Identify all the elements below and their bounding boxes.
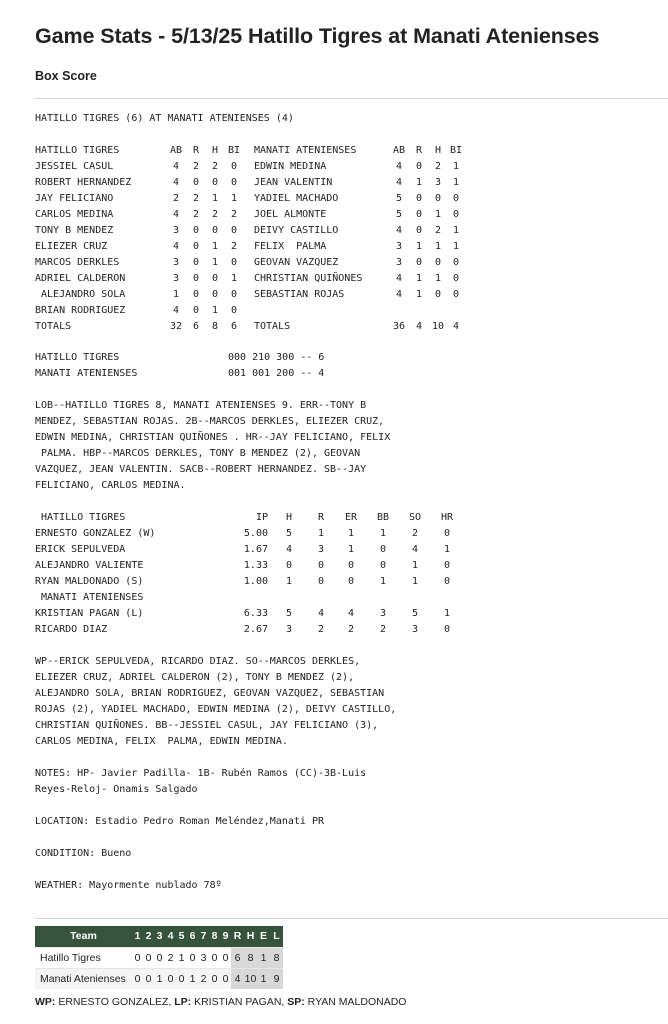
pitcher-name: ERICK SEPULVEDA [35, 544, 126, 555]
home-r: 0 [415, 193, 423, 204]
pitcher-hr: 0 [443, 560, 451, 571]
pitcher-so: 4 [411, 544, 419, 555]
away-ab: 3 [172, 273, 180, 284]
away-h: 2 [211, 161, 219, 172]
total-value: 6 [231, 947, 244, 968]
away-player-name: JESSIEL CASUL [35, 161, 114, 172]
away-bi: 1 [230, 193, 238, 204]
pitcher-ip: 1.67 [243, 544, 268, 555]
inning-runs: 1 [187, 968, 198, 989]
away-r: 0 [192, 225, 200, 236]
total-value: 8 [270, 947, 283, 968]
home-r: 0 [415, 257, 423, 268]
umpire-notes: NOTES: HP- Javier Padilla- 1B- Rubén Ramos (CC)-3B-Luis Reyes-Reloj- Onamis Salgado [35, 768, 367, 795]
away-h: 1 [211, 193, 219, 204]
divider-top [35, 98, 668, 99]
pitcher-r: 4 [317, 608, 325, 619]
inning-runs: 0 [209, 947, 220, 968]
away-ab: 32 [169, 321, 183, 332]
bi-header: BI [227, 145, 241, 156]
away-player-name: TOTALS [35, 321, 72, 332]
column-header: 7 [198, 926, 209, 947]
away-ab: 4 [172, 209, 180, 220]
pitcher-h: 3 [285, 624, 293, 635]
home-player-name: TOTALS [254, 321, 291, 332]
pitcher-ip: 6.33 [243, 608, 268, 619]
column-header: 6 [187, 926, 198, 947]
away-ab: 3 [172, 257, 180, 268]
home-player-name: DEIVY CASTILLO [254, 225, 339, 236]
pitcher-so: 3 [411, 624, 419, 635]
batting-row [35, 319, 475, 335]
pitcher-ip: 2.67 [243, 624, 268, 635]
away-bi: 0 [230, 225, 238, 236]
batting-row [35, 191, 475, 207]
inning-runs: 0 [220, 968, 231, 989]
away-player-name: MARCOS DERKLES [35, 257, 120, 268]
h-header: H [434, 145, 442, 156]
r-header: R [317, 512, 325, 523]
pitcher-bb: 0 [379, 560, 387, 571]
ip-header: IP [255, 512, 268, 523]
home-bi: 0 [452, 273, 460, 284]
home-player-name: EDWIN MEDINA [254, 161, 327, 172]
home-r: 0 [415, 209, 423, 220]
lp-value: KRISTIAN PAGAN, [191, 996, 288, 1008]
team-column-header: Team [35, 926, 132, 947]
home-ab: 3 [395, 241, 403, 252]
home-ab: 4 [395, 177, 403, 188]
home-h: 0 [434, 289, 442, 300]
pitcher-r: 0 [317, 560, 325, 571]
r-header: R [192, 145, 200, 156]
home-r: 1 [415, 289, 423, 300]
pitching-table [35, 510, 465, 638]
pitcher-name: KRISTIAN PAGAN (L) [35, 608, 144, 619]
away-r: 2 [192, 161, 200, 172]
divider-bottom [35, 918, 668, 919]
home-h: 1 [434, 209, 442, 220]
inning-runs: 3 [198, 947, 209, 968]
away-bi: 0 [230, 289, 238, 300]
away-r: 0 [192, 241, 200, 252]
sp-label: SP: [287, 996, 305, 1008]
away-h: 1 [211, 305, 219, 316]
section-subtitle: Box Score [35, 69, 97, 83]
pitching-row [35, 526, 465, 542]
away-player-name: ADRIEL CALDERON [35, 273, 126, 284]
pitcher-bb: 2 [379, 624, 387, 635]
column-header: 4 [165, 926, 176, 947]
home-bi: 4 [452, 321, 460, 332]
home-h: 1 [434, 273, 442, 284]
away-player-name: JAY FELICIANO [35, 193, 114, 204]
pitcher-h: 0 [285, 560, 293, 571]
home-bi: 1 [452, 225, 460, 236]
away-r: 0 [192, 289, 200, 300]
away-ab: 4 [172, 305, 180, 316]
batting-row [35, 303, 475, 319]
batting-row [35, 255, 475, 271]
home-team-header: MANATI ATENIENSES [254, 145, 357, 156]
batting-row [35, 207, 475, 223]
line-score-row [35, 350, 355, 366]
pitcher-er: 0 [347, 560, 355, 571]
home-ab: 4 [395, 225, 403, 236]
pitcher-so: 2 [411, 528, 419, 539]
er-header: ER [344, 512, 358, 523]
total-value: 10 [244, 968, 257, 989]
pitcher-hr: 0 [443, 576, 451, 587]
sp-value: RYAN MALDONADO [304, 996, 407, 1008]
home-bi: 0 [452, 209, 460, 220]
home-bi: 0 [452, 257, 460, 268]
away-r: 6 [192, 321, 200, 332]
column-header: H [244, 926, 257, 947]
total-value: 1 [257, 947, 270, 968]
pitcher-h: 5 [285, 608, 293, 619]
home-player-name: SEBASTIAN ROJAS [254, 289, 345, 300]
pitcher-so: 1 [411, 576, 419, 587]
lp-label: LP: [174, 996, 192, 1008]
home-player-name: JEAN VALENTIN [254, 177, 333, 188]
pitcher-er: 2 [347, 624, 355, 635]
home-player-name: GEOVAN VAZQUEZ [254, 257, 339, 268]
inning-runs: 2 [165, 947, 176, 968]
away-ab: 1 [172, 289, 180, 300]
pitcher-name: RYAN MALDONADO (S) [35, 576, 144, 587]
home-bi: 1 [452, 177, 460, 188]
column-header: 8 [209, 926, 220, 947]
away-team-header: HATILLO TIGRES [35, 145, 120, 156]
home-h: 1 [434, 241, 442, 252]
inning-runs: 0 [209, 968, 220, 989]
batting-row [35, 159, 475, 175]
pitcher-name: ERNESTO GONZALEZ (W) [35, 528, 156, 539]
line-score-team: MANATI ATENIENSES [35, 368, 138, 379]
pitcher-bb: 1 [379, 576, 387, 587]
away-ab: 2 [172, 193, 180, 204]
pitching-row [35, 542, 465, 558]
game-notes: LOB--HATILLO TIGRES 8, MANATI ATENIENSES 9. ERR--TONY B MENDEZ, SEBASTIAN ROJAS. 2B--MARCOS DERKLES, ELIEZER CRUZ, EDWIN MEDINA, CHRISTIAN QUIÑONES . HR--JAY FELICIANO, FELIX PALMA. HBP--MARCOS DERKLES, TONY B MENDEZ (2), GEOVAN VAZQUEZ, JEAN VALENTIN. SACB--ROBERT HERNANDEZ. SB--JAY FELICIANO, CARLOS MEDINA. [35, 400, 391, 491]
pitcher-r: 2 [317, 624, 325, 635]
away-bi: 0 [230, 161, 238, 172]
linescore-table [35, 926, 283, 989]
home-bi: 0 [452, 193, 460, 204]
line-score-team: HATILLO TIGRES [35, 352, 120, 363]
so-header: SO [408, 512, 422, 523]
home-player-name: CHRISTIAN QUIÑONES [254, 273, 363, 284]
line-score-row [35, 366, 355, 382]
away-bi: 2 [230, 209, 238, 220]
linescore-row [35, 968, 283, 989]
home-ab: 4 [395, 161, 403, 172]
pitcher-hr: 1 [443, 544, 451, 555]
away-r: 0 [192, 305, 200, 316]
away-ab: 3 [172, 225, 180, 236]
away-ab: 4 [172, 177, 180, 188]
home-bi: 0 [452, 289, 460, 300]
away-player-name: ELIEZER CRUZ [35, 241, 108, 252]
batting-table [35, 143, 475, 335]
pitching-header-row [35, 510, 465, 526]
away-h: 1 [211, 257, 219, 268]
pitcher-er: 0 [347, 576, 355, 587]
away-r: 0 [192, 177, 200, 188]
location-line: LOCATION: Estadio Pedro Roman Meléndez,Manati PR [35, 816, 324, 827]
home-player-name: JOEL ALMONTE [254, 209, 327, 220]
away-h: 0 [211, 177, 219, 188]
inning-runs: 0 [176, 968, 187, 989]
column-header: 1 [132, 926, 143, 947]
away-r: 2 [192, 193, 200, 204]
pitcher-decisions [35, 996, 406, 1008]
wp-value: ERNESTO GONZALEZ, [55, 996, 175, 1008]
batting-row [35, 223, 475, 239]
home-ab: 36 [392, 321, 406, 332]
home-h: 10 [431, 321, 445, 332]
home-h: 2 [434, 161, 442, 172]
column-header: L [270, 926, 283, 947]
pitcher-er: 1 [347, 528, 355, 539]
home-h: 3 [434, 177, 442, 188]
home-ab: 4 [395, 273, 403, 284]
h-header: H [211, 145, 219, 156]
column-header: E [257, 926, 270, 947]
inning-runs: 0 [132, 968, 143, 989]
wp-label: WP: [35, 996, 56, 1008]
home-r: 1 [415, 177, 423, 188]
team-name: Hatillo Tigres [35, 947, 132, 968]
away-h: 2 [211, 209, 219, 220]
pitcher-r: 3 [317, 544, 325, 555]
home-bi: 1 [452, 241, 460, 252]
pitcher-ip: 5.00 [243, 528, 268, 539]
pitcher-ip: 1.33 [243, 560, 268, 571]
ab-header: AB [169, 145, 183, 156]
away-player-name: BRIAN RODRIGUEZ [35, 305, 126, 316]
r-header: R [415, 145, 423, 156]
pitcher-h: 4 [285, 544, 293, 555]
away-r: 0 [192, 257, 200, 268]
pitcher-ip: 1.00 [243, 576, 268, 587]
column-header: 2 [143, 926, 154, 947]
total-value: 1 [257, 968, 270, 989]
away-r: 0 [192, 273, 200, 284]
pitcher-hr: 1 [443, 608, 451, 619]
column-header: 9 [220, 926, 231, 947]
home-r: 1 [415, 241, 423, 252]
pitching-row [35, 622, 465, 638]
away-player-name: ROBERT HERNANDEZ [35, 177, 132, 188]
inning-runs: 0 [154, 947, 165, 968]
inning-runs: 0 [220, 947, 231, 968]
inning-runs: 0 [132, 947, 143, 968]
pitching-row [35, 590, 465, 606]
linescore-header-row [35, 926, 283, 947]
h-header: H [285, 512, 293, 523]
away-bi: 0 [230, 177, 238, 188]
pitcher-h: 1 [285, 576, 293, 587]
batting-row [35, 287, 475, 303]
page-title: Game Stats - 5/13/25 Hatillo Tigres at Manati Atenienses [35, 24, 600, 48]
pitching-team-header: HATILLO TIGRES [35, 512, 126, 523]
away-h: 0 [211, 289, 219, 300]
away-r: 2 [192, 209, 200, 220]
home-ab: 5 [395, 209, 403, 220]
away-player-name: CARLOS MEDINA [35, 209, 114, 220]
total-value: 8 [244, 947, 257, 968]
pitching-row [35, 558, 465, 574]
matchup-line: HATILLO TIGRES (6) AT MANATI ATENIENSES (4) [35, 113, 294, 124]
pitcher-r: 0 [317, 576, 325, 587]
pitching-notes: WP--ERICK SEPULVEDA, RICARDO DIAZ. SO--MARCOS DERKLES, ELIEZER CRUZ, ADRIEL CALDERON (2), TONY B MENDEZ (2), ALEJANDRO SOLA, BRIAN RODRIGUEZ, GEOVAN VAZQUEZ, SEBASTIAN ROJAS (2), YADIEL MACHADO, EDWIN MEDINA (2), DEIVY CASTILLO, CHRISTIAN QUIÑONES. BB--JESSIEL CASUL, JAY FELICIANO (3), CARLOS MEDINA, FELIX PALMA, EDWIN MEDINA. [35, 656, 397, 747]
pitching-row [35, 606, 465, 622]
weather-line: WEATHER: Mayormente nublado 78º [35, 880, 222, 891]
batting-header-row [35, 143, 475, 159]
home-bi: 1 [452, 161, 460, 172]
pitcher-bb: 3 [379, 608, 387, 619]
away-bi: 0 [230, 305, 238, 316]
column-header: R [231, 926, 244, 947]
inning-runs: 0 [143, 947, 154, 968]
home-r: 0 [415, 225, 423, 236]
away-bi: 1 [230, 273, 238, 284]
home-h: 0 [434, 193, 442, 204]
column-header: 5 [176, 926, 187, 947]
pitcher-name: MANATI ATENIENSES [35, 592, 144, 603]
line-score-runs: 001 001 200 -- 4 [228, 368, 325, 379]
total-value: 4 [231, 968, 244, 989]
away-bi: 0 [230, 257, 238, 268]
team-name: Manati Atenienses [35, 968, 132, 989]
bb-header: BB [376, 512, 390, 523]
pitcher-r: 1 [317, 528, 325, 539]
pitcher-bb: 1 [379, 528, 387, 539]
away-bi: 2 [230, 241, 238, 252]
pitcher-so: 5 [411, 608, 419, 619]
inning-runs: 0 [187, 947, 198, 968]
home-h: 0 [434, 257, 442, 268]
away-h: 8 [211, 321, 219, 332]
batting-row [35, 175, 475, 191]
home-player-name: YADIEL MACHADO [254, 193, 339, 204]
pitcher-name: ALEJANDRO VALIENTE [35, 560, 144, 571]
inning-runs: 1 [154, 968, 165, 989]
inning-runs: 0 [143, 968, 154, 989]
bi-header: BI [449, 145, 463, 156]
pitching-row [35, 574, 465, 590]
home-h: 2 [434, 225, 442, 236]
home-r: 0 [415, 161, 423, 172]
linescore-row [35, 947, 283, 968]
inning-runs: 2 [198, 968, 209, 989]
pitcher-so: 1 [411, 560, 419, 571]
home-ab: 5 [395, 193, 403, 204]
pitcher-hr: 0 [443, 624, 451, 635]
line-score-text [35, 350, 355, 382]
home-ab: 4 [395, 289, 403, 300]
ab-header: AB [392, 145, 406, 156]
pitcher-er: 1 [347, 544, 355, 555]
total-value: 9 [270, 968, 283, 989]
pitcher-bb: 0 [379, 544, 387, 555]
away-ab: 4 [172, 161, 180, 172]
batting-row [35, 271, 475, 287]
away-player-name: TONY B MENDEZ [35, 225, 114, 236]
pitcher-name: RICARDO DIAZ [35, 624, 108, 635]
away-ab: 4 [172, 241, 180, 252]
line-score-runs: 000 210 300 -- 6 [228, 352, 325, 363]
home-player-name: FELIX PALMA [254, 241, 327, 252]
pitcher-h: 5 [285, 528, 293, 539]
inning-runs: 1 [176, 947, 187, 968]
away-h: 1 [211, 241, 219, 252]
condition-line: CONDITION: Bueno [35, 848, 132, 859]
batting-row [35, 239, 475, 255]
away-h: 0 [211, 273, 219, 284]
inning-runs: 0 [165, 968, 176, 989]
away-player-name: ALEJANDRO SOLA [35, 289, 126, 300]
column-header: 3 [154, 926, 165, 947]
home-r: 4 [415, 321, 423, 332]
pitcher-hr: 0 [443, 528, 451, 539]
home-r: 1 [415, 273, 423, 284]
home-ab: 3 [395, 257, 403, 268]
pitcher-er: 4 [347, 608, 355, 619]
hr-header: HR [440, 512, 454, 523]
away-bi: 6 [230, 321, 238, 332]
away-h: 0 [211, 225, 219, 236]
